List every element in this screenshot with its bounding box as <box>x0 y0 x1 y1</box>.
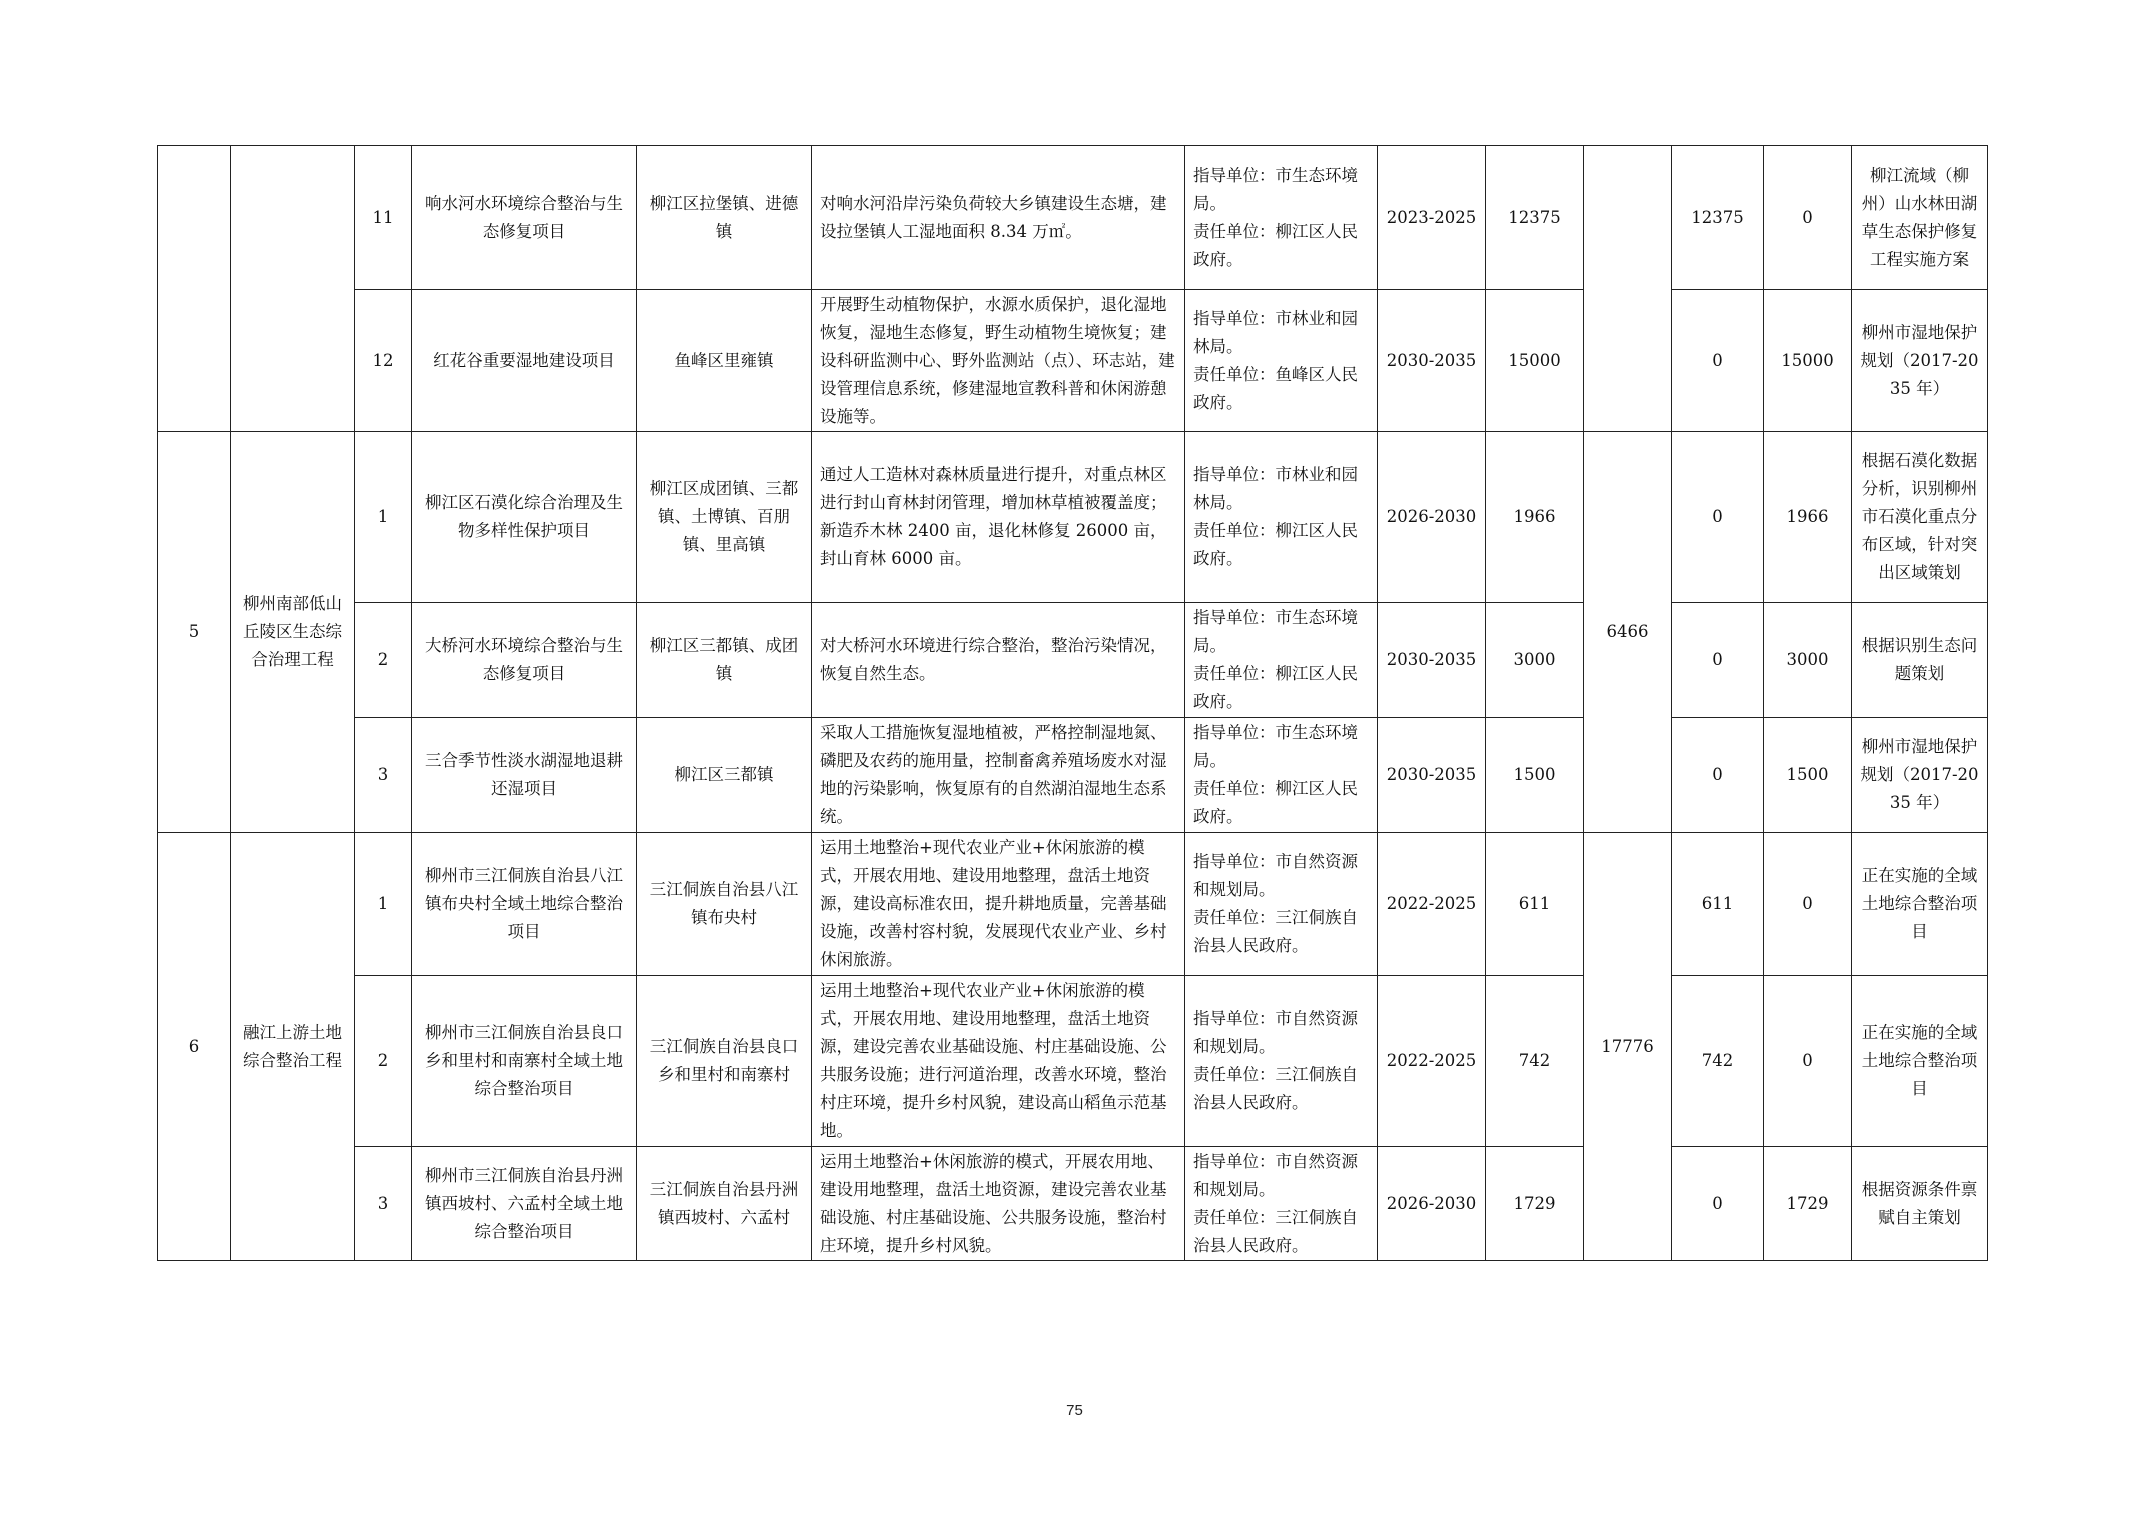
long-term-investment: 1500 <box>1764 718 1852 833</box>
long-term-investment: 0 <box>1764 146 1852 290</box>
guide-unit: 指导单位：市林业和园林局。 <box>1193 465 1358 512</box>
responsible-unit <box>1185 603 1378 718</box>
near-term-investment: 0 <box>1672 1147 1764 1261</box>
long-term-investment: 3000 <box>1764 603 1852 718</box>
project-name: 柳江区石漠化综合治理及生物多样性保护项目 <box>412 432 637 603</box>
project-total-investment: 1729 <box>1486 1147 1584 1261</box>
responsibility-unit: 责任单位：柳江区人民政府。 <box>1193 221 1358 269</box>
responsibility-unit: 责任单位：柳江区人民政府。 <box>1193 521 1358 568</box>
responsible-unit <box>1185 718 1378 833</box>
group-investment-cell <box>1584 146 1672 432</box>
near-term-investment: 742 <box>1672 976 1764 1147</box>
project-period: 2023-2025 <box>1378 146 1486 290</box>
long-term-investment: 0 <box>1764 833 1852 976</box>
project-content: 采取人工措施恢复湿地植被，严格控制湿地氮、磷肥及农药的施用量，控制畜禽养殖场废水对湿地的污染影响，恢复原有的自然湖泊湿地生态系统。 <box>812 718 1185 833</box>
responsible-unit <box>1185 976 1378 1147</box>
group-name: 融江上游土地综合整治工程 <box>231 833 355 1261</box>
project-total-investment: 611 <box>1486 833 1584 976</box>
project-basis: 柳州市湿地保护规划（2017-2035 年） <box>1852 718 1988 833</box>
near-term-investment: 0 <box>1672 718 1764 833</box>
project-number: 3 <box>355 1147 412 1261</box>
project-content: 对响水河沿岸污染负荷较大乡镇建设生态塘，建设拉堡镇人工湿地面积 8.34 万㎡。 <box>812 146 1185 290</box>
project-location: 柳江区拉堡镇、进德镇 <box>637 146 812 290</box>
project-location: 柳江区成团镇、三都镇、土博镇、百朋镇、里高镇 <box>637 432 812 603</box>
project-number: 12 <box>355 290 412 432</box>
responsibility-unit: 责任单位：三江侗族自治县人民政府。 <box>1193 1207 1358 1255</box>
project-period: 2030-2035 <box>1378 603 1486 718</box>
table-row <box>158 432 1988 603</box>
group-number: 5 <box>158 432 231 833</box>
table-row <box>158 976 1988 1147</box>
project-name: 三合季节性淡水湖湿地退耕还湿项目 <box>412 718 637 833</box>
table-row <box>158 290 1988 432</box>
group-number: 6 <box>158 833 231 1261</box>
project-period: 2030-2035 <box>1378 718 1486 833</box>
table-row <box>158 146 1988 290</box>
project-period: 2026-2030 <box>1378 1147 1486 1261</box>
project-basis: 正在实施的全域土地综合整治项目 <box>1852 833 1988 976</box>
responsibility-unit: 责任单位：鱼峰区人民政府。 <box>1193 364 1358 412</box>
project-content: 开展野生动植物保护，水源水质保护，退化湿地恢复，湿地生态修复，野生动植物生境恢复；建设科研监测中心、野外监测站（点）、环志站，建设管理信息系统，修建湿地宣教科普和休闲游憩设施等。 <box>812 290 1185 432</box>
responsible-unit <box>1185 146 1378 290</box>
responsible-unit <box>1185 290 1378 432</box>
project-number: 2 <box>355 976 412 1147</box>
group-number-cell <box>158 146 231 432</box>
near-term-investment: 0 <box>1672 432 1764 603</box>
group-investment: 6466 <box>1584 432 1672 833</box>
responsible-unit <box>1185 833 1378 976</box>
long-term-investment: 1729 <box>1764 1147 1852 1261</box>
project-content: 对大桥河水环境进行综合整治，整治污染情况，恢复自然生态。 <box>812 603 1185 718</box>
project-number: 1 <box>355 432 412 603</box>
project-name: 大桥河水环境综合整治与生态修复项目 <box>412 603 637 718</box>
project-content: 运用土地整治+现代农业产业+休闲旅游的模式，开展农用地、建设用地整理，盘活土地资源，建设完善农业基础设施、村庄基础设施、公共服务设施；进行河道治理，改善水环境，整治村庄环境，提升乡村风貌，建设高山稻鱼示范基地。 <box>812 976 1185 1147</box>
near-term-investment: 611 <box>1672 833 1764 976</box>
project-content: 运用土地整治+休闲旅游的模式，开展农用地、建设用地整理，盘活土地资源，建设完善农业基础设施、村庄基础设施、公共服务设施，整治村庄环境，提升乡村风貌。 <box>812 1147 1185 1261</box>
project-location: 三江侗族自治县八江镇布央村 <box>637 833 812 976</box>
project-total-investment: 1500 <box>1486 718 1584 833</box>
project-location: 柳江区三都镇、成团镇 <box>637 603 812 718</box>
near-term-investment: 12375 <box>1672 146 1764 290</box>
responsibility-unit: 责任单位：柳江区人民政府。 <box>1193 664 1358 711</box>
project-number: 1 <box>355 833 412 976</box>
responsibility-unit: 责任单位：三江侗族自治县人民政府。 <box>1193 1065 1358 1112</box>
project-table <box>157 145 1988 1261</box>
group-investment: 17776 <box>1584 833 1672 1261</box>
guide-unit: 指导单位：市林业和园林局。 <box>1193 308 1358 356</box>
project-basis: 根据资源条件禀赋自主策划 <box>1852 1147 1988 1261</box>
table-row <box>158 718 1988 833</box>
project-basis: 正在实施的全域土地综合整治项目 <box>1852 976 1988 1147</box>
project-number: 11 <box>355 146 412 290</box>
responsible-unit <box>1185 1147 1378 1261</box>
near-term-investment: 0 <box>1672 603 1764 718</box>
group-name-cell <box>231 146 355 432</box>
project-period: 2030-2035 <box>1378 290 1486 432</box>
group-name: 柳州南部低山丘陵区生态综合治理工程 <box>231 432 355 833</box>
table-row <box>158 833 1988 976</box>
project-period: 2022-2025 <box>1378 976 1486 1147</box>
project-name: 柳州市三江侗族自治县良口乡和里村和南寨村全域土地综合整治项目 <box>412 976 637 1147</box>
project-location: 柳江区三都镇 <box>637 718 812 833</box>
project-content: 通过人工造林对森林质量进行提升，对重点林区进行封山育林封闭管理，增加林草植被覆盖度；新造乔木林 2400 亩，退化林修复 26000 亩，封山育林 6000 亩。 <box>812 432 1185 603</box>
project-basis: 柳州市湿地保护规划（2017-2035 年） <box>1852 290 1988 432</box>
long-term-investment: 0 <box>1764 976 1852 1147</box>
long-term-investment: 15000 <box>1764 290 1852 432</box>
project-location: 三江侗族自治县丹洲镇西坡村、六孟村 <box>637 1147 812 1261</box>
responsible-unit <box>1185 432 1378 603</box>
guide-unit: 指导单位：市生态环境局。 <box>1193 723 1358 770</box>
page-number: 75 <box>1066 1402 1083 1419</box>
project-name: 柳州市三江侗族自治县丹洲镇西坡村、六孟村全域土地综合整治项目 <box>412 1147 637 1261</box>
project-name: 柳州市三江侗族自治县八江镇布央村全域土地综合整治项目 <box>412 833 637 976</box>
project-basis: 根据识别生态问题策划 <box>1852 603 1988 718</box>
responsibility-unit: 责任单位：三江侗族自治县人民政府。 <box>1193 908 1358 955</box>
project-period: 2026-2030 <box>1378 432 1486 603</box>
project-name: 响水河水环境综合整治与生态修复项目 <box>412 146 637 290</box>
project-number: 3 <box>355 718 412 833</box>
guide-unit: 指导单位：市生态环境局。 <box>1193 165 1358 213</box>
guide-unit: 指导单位：市自然资源和规划局。 <box>1193 852 1358 899</box>
project-number: 2 <box>355 603 412 718</box>
table-row <box>158 1147 1988 1261</box>
project-basis: 根据石漠化数据分析，识别柳州市石漠化重点分布区域，针对突出区域策划 <box>1852 432 1988 603</box>
project-name: 红花谷重要湿地建设项目 <box>412 290 637 432</box>
project-location: 鱼峰区里雍镇 <box>637 290 812 432</box>
responsibility-unit: 责任单位：柳江区人民政府。 <box>1193 779 1358 826</box>
project-period: 2022-2025 <box>1378 833 1486 976</box>
project-total-investment: 1966 <box>1486 432 1584 603</box>
table-row <box>158 603 1988 718</box>
long-term-investment: 1966 <box>1764 432 1852 603</box>
project-content: 运用土地整治+现代农业产业+休闲旅游的模式，开展农用地、建设用地整理，盘活土地资源，建设高标准农田，提升耕地质量，完善基础设施，改善村容村貌，发展现代农业产业、乡村休闲旅游。 <box>812 833 1185 976</box>
project-total-investment: 15000 <box>1486 290 1584 432</box>
project-total-investment: 12375 <box>1486 146 1584 290</box>
guide-unit: 指导单位：市自然资源和规划局。 <box>1193 1151 1358 1199</box>
project-basis: 柳江流域（柳州）山水林田湖草生态保护修复工程实施方案 <box>1852 146 1988 290</box>
guide-unit: 指导单位：市自然资源和规划局。 <box>1193 1009 1358 1056</box>
guide-unit: 指导单位：市生态环境局。 <box>1193 608 1358 655</box>
near-term-investment: 0 <box>1672 290 1764 432</box>
project-location: 三江侗族自治县良口乡和里村和南寨村 <box>637 976 812 1147</box>
project-total-investment: 742 <box>1486 976 1584 1147</box>
project-total-investment: 3000 <box>1486 603 1584 718</box>
